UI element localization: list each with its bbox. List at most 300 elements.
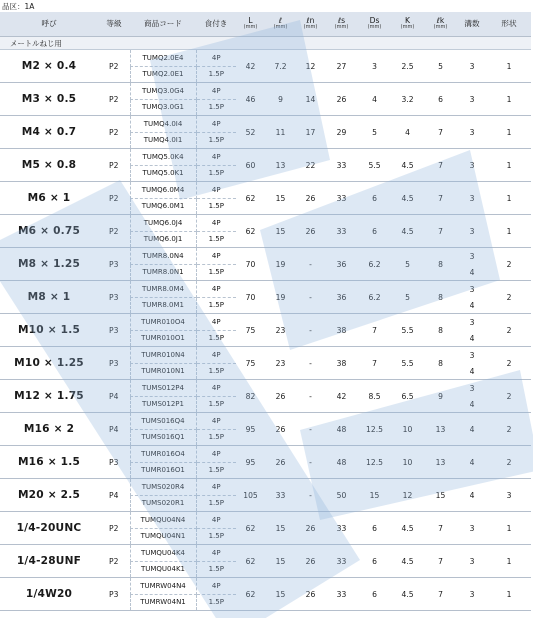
shape: 1: [487, 215, 531, 248]
product-code: TUMR016O1: [130, 462, 196, 479]
dim-ln: -: [296, 248, 325, 281]
dim-lk: 7: [424, 512, 457, 545]
product-code: TUMR8.0N4: [130, 248, 196, 265]
flute-count: 4: [457, 413, 487, 446]
dim-ls: 38: [325, 314, 358, 347]
product-code: TUMS016Q4: [130, 413, 196, 430]
dim-Ds: 5: [358, 116, 391, 149]
dim-K: 2.5: [391, 50, 424, 83]
product-code: TUMQU04K1: [130, 561, 196, 578]
grade: P3: [98, 248, 130, 281]
header-label: 等級: [106, 19, 122, 29]
chamfer: 4P: [196, 215, 236, 232]
dim-L: 62: [236, 512, 265, 545]
product-code: TUMR010O4: [130, 314, 196, 331]
dim-ln: 26: [296, 545, 325, 578]
dim-ln: -: [296, 347, 325, 380]
product-code: TUMR8.0M1: [130, 297, 196, 314]
chamfer: 4P: [196, 83, 236, 100]
dim-ln: 14: [296, 83, 325, 116]
dim-ls: 29: [325, 116, 358, 149]
dim-l: 15: [265, 512, 296, 545]
dim-Ds: 12.5: [358, 446, 391, 479]
grade: P4: [98, 380, 130, 413]
grade: P3: [98, 281, 130, 314]
header-label: 溝数: [464, 19, 480, 29]
chamfer: 1.5P: [196, 231, 236, 248]
shape: 1: [487, 149, 531, 182]
dim-K: 10: [391, 446, 424, 479]
shape: 2: [487, 446, 531, 479]
section-label: メートルねじ用: [0, 37, 531, 50]
shape: 2: [487, 413, 531, 446]
dim-l: 19: [265, 248, 296, 281]
dim-L: 70: [236, 281, 265, 314]
dim-L: 52: [236, 116, 265, 149]
dim-ls: 48: [325, 446, 358, 479]
dim-ln: -: [296, 314, 325, 347]
flute-count: 3: [469, 284, 475, 294]
dim-lk: 13: [424, 446, 457, 479]
dim-l: 26: [265, 413, 296, 446]
header-unit: (mm): [400, 24, 415, 31]
flute-count: 4: [457, 363, 487, 380]
header-label: ℓs: [337, 16, 346, 26]
header-unit: (mm): [334, 24, 349, 31]
dim-ln: 17: [296, 116, 325, 149]
chamfer: 4P: [196, 380, 236, 397]
table-row: [0, 479, 531, 496]
product-code: TUMQ5.0K4: [130, 149, 196, 166]
dim-K: 4.5: [391, 512, 424, 545]
header-label: K: [405, 16, 410, 26]
dim-K: 5: [391, 281, 424, 314]
thread-size: M6 × 1: [0, 182, 98, 215]
header-label: 商品コード: [144, 19, 182, 29]
dim-K: 5.5: [391, 347, 424, 380]
product-code: TUMQ6.0M4: [130, 182, 196, 199]
product-code: TUMQ2.0E1: [130, 66, 196, 83]
flute-count: 4: [457, 446, 487, 479]
dim-ln: 26: [296, 182, 325, 215]
shape: 2: [487, 314, 531, 347]
header-cell: [296, 12, 325, 37]
shape: 1: [487, 578, 531, 611]
dim-lk: 7: [424, 578, 457, 611]
dim-K: 6.5: [391, 380, 424, 413]
header-cell: [358, 12, 391, 37]
flute-count: 3: [457, 83, 487, 116]
dim-ln: -: [296, 479, 325, 512]
thread-size: M10 × 1.5: [0, 314, 98, 347]
dim-ls: 33: [325, 182, 358, 215]
product-code: TUMS012P4: [130, 380, 196, 397]
product-code: TUMS012P1: [130, 396, 196, 413]
table-row: [0, 314, 531, 331]
dim-Ds: 6.2: [358, 281, 391, 314]
header-cell: [236, 12, 265, 37]
dim-L: 82: [236, 380, 265, 413]
dim-L: 70: [236, 248, 265, 281]
dim-lk: 8: [424, 281, 457, 314]
dim-ln: 12: [296, 50, 325, 83]
header-cell: [130, 12, 196, 37]
dim-K: 12: [391, 479, 424, 512]
shape: 1: [487, 50, 531, 83]
dim-lk: 8: [424, 347, 457, 380]
grade: P3: [98, 314, 130, 347]
dim-L: 60: [236, 149, 265, 182]
dim-lk: 9: [424, 380, 457, 413]
thread-size: M3 × 0.5: [0, 83, 98, 116]
product-code: TUMR010O1: [130, 330, 196, 347]
dim-ln: -: [296, 281, 325, 314]
product-code: TUMS020R1: [130, 495, 196, 512]
chamfer: 1.5P: [196, 330, 236, 347]
dim-ls: 42: [325, 380, 358, 413]
dim-L: 62: [236, 215, 265, 248]
header-unit: (mm): [303, 24, 318, 31]
dim-lk: 7: [424, 215, 457, 248]
dim-K: 4: [391, 116, 424, 149]
table-row: [0, 380, 531, 397]
flute-count: 3: [457, 182, 487, 215]
product-code: TUMR010N4: [130, 347, 196, 364]
chamfer: 1.5P: [196, 66, 236, 83]
chamfer: 1.5P: [196, 528, 236, 545]
dim-L: 105: [236, 479, 265, 512]
dim-ls: 38: [325, 347, 358, 380]
dim-l: 33: [265, 479, 296, 512]
dim-L: 46: [236, 83, 265, 116]
shape: 3: [487, 479, 531, 512]
grade: P2: [98, 545, 130, 578]
dim-ln: 26: [296, 578, 325, 611]
section-row: [0, 37, 531, 50]
thread-size: M6 × 0.75: [0, 215, 98, 248]
dim-K: 3.2: [391, 83, 424, 116]
table-row: [0, 248, 531, 265]
thread-size: M8 × 1: [0, 281, 98, 314]
product-code: TUMS016Q1: [130, 429, 196, 446]
dim-ls: 36: [325, 281, 358, 314]
product-code: TUMQ6.0J4: [130, 215, 196, 232]
thread-size: M10 × 1.25: [0, 347, 98, 380]
dim-K: 10: [391, 413, 424, 446]
dim-l: 9: [265, 83, 296, 116]
grade: P2: [98, 116, 130, 149]
dim-L: 62: [236, 182, 265, 215]
dim-l: 13: [265, 149, 296, 182]
flute-count: 3: [457, 545, 487, 578]
product-code: TUMQ5.0K1: [130, 165, 196, 182]
thread-size: M12 × 1.75: [0, 380, 98, 413]
chamfer: 1.5P: [196, 363, 236, 380]
thread-size: 1/4-20UNC: [0, 512, 98, 545]
grade: P2: [98, 149, 130, 182]
thread-size: M4 × 0.7: [0, 116, 98, 149]
grade: P2: [98, 182, 130, 215]
dim-Ds: 5.5: [358, 149, 391, 182]
chamfer: 1.5P: [196, 198, 236, 215]
product-code: TUMR010N1: [130, 363, 196, 380]
header-unit: (mm): [367, 24, 382, 31]
dim-lk: 7: [424, 182, 457, 215]
flute-count: 3: [469, 317, 475, 327]
shape: 1: [487, 116, 531, 149]
table-row: [0, 281, 531, 298]
dim-K: 5: [391, 248, 424, 281]
thread-size: M20 × 2.5: [0, 479, 98, 512]
dim-Ds: 6.2: [358, 248, 391, 281]
dim-Ds: 8.5: [358, 380, 391, 413]
flute-count: 4: [457, 330, 487, 347]
shape: 1: [487, 545, 531, 578]
dim-K: 4.5: [391, 578, 424, 611]
header-unit: (mm): [273, 24, 288, 31]
dim-l: 23: [265, 314, 296, 347]
product-category-label: 品区：1A: [2, 2, 35, 11]
dim-L: 62: [236, 578, 265, 611]
table-row: [0, 512, 531, 529]
dim-Ds: 6: [358, 578, 391, 611]
flute-count: 3: [469, 251, 475, 261]
dim-ls: 27: [325, 50, 358, 83]
chamfer: 1.5P: [196, 396, 236, 413]
dim-l: 11: [265, 116, 296, 149]
dim-L: 95: [236, 446, 265, 479]
table-row: [0, 446, 531, 463]
table-row: [0, 182, 531, 199]
grade: P2: [98, 215, 130, 248]
flute-count: 4: [457, 297, 487, 314]
header-cell: [325, 12, 358, 37]
shape: 2: [487, 347, 531, 380]
grade: P4: [98, 413, 130, 446]
dim-K: 4.5: [391, 215, 424, 248]
chamfer: 4P: [196, 545, 236, 562]
flute-count: 3: [457, 578, 487, 611]
thread-size: 1/4W20: [0, 578, 98, 611]
product-code: TUMQ4.0I4: [130, 116, 196, 133]
flute-count: 4: [457, 479, 487, 512]
header-label: ℓ: [278, 16, 283, 26]
product-code: TUMQ6.0M1: [130, 198, 196, 215]
table-row: [0, 347, 531, 364]
grade: P3: [98, 578, 130, 611]
header-label: Ds: [369, 16, 380, 26]
header-label: 形状: [501, 19, 517, 29]
table-row: [0, 116, 531, 133]
dim-Ds: 6: [358, 512, 391, 545]
dim-ln: 26: [296, 215, 325, 248]
grade: P4: [98, 479, 130, 512]
shape: 1: [487, 182, 531, 215]
dim-L: 62: [236, 545, 265, 578]
table-header-row: [0, 12, 531, 37]
chamfer: 4P: [196, 149, 236, 166]
shape: 1: [487, 512, 531, 545]
dim-lk: 6: [424, 83, 457, 116]
product-code: TUMR8.0N1: [130, 264, 196, 281]
product-code: TUMR016O4: [130, 446, 196, 463]
dim-Ds: 4: [358, 83, 391, 116]
table-row: [0, 83, 531, 100]
table-row: [0, 215, 531, 232]
dim-L: 75: [236, 314, 265, 347]
dim-l: 23: [265, 347, 296, 380]
flute-count: 3: [457, 149, 487, 182]
product-code: TUMQU04N1: [130, 528, 196, 545]
chamfer: 1.5P: [196, 99, 236, 116]
grade: P2: [98, 512, 130, 545]
dim-ls: 33: [325, 149, 358, 182]
thread-size: M5 × 0.8: [0, 149, 98, 182]
dim-Ds: 7: [358, 314, 391, 347]
dim-l: 15: [265, 182, 296, 215]
chamfer: 4P: [196, 50, 236, 67]
dim-ls: 33: [325, 215, 358, 248]
table-row: [0, 545, 531, 562]
chamfer: 1.5P: [196, 561, 236, 578]
dim-ln: 22: [296, 149, 325, 182]
header-cell: [196, 12, 236, 37]
flute-count: 3: [457, 116, 487, 149]
dim-lk: 7: [424, 116, 457, 149]
chamfer: 4P: [196, 512, 236, 529]
dim-Ds: 15: [358, 479, 391, 512]
chamfer: 4P: [196, 314, 236, 331]
dim-ls: 36: [325, 248, 358, 281]
dim-K: 4.5: [391, 182, 424, 215]
dim-Ds: 7: [358, 347, 391, 380]
dim-lk: 8: [424, 248, 457, 281]
flute-count: 3: [457, 50, 487, 83]
chamfer: 1.5P: [196, 495, 236, 512]
dim-ls: 48: [325, 413, 358, 446]
grade: P2: [98, 83, 130, 116]
flute-count: 3: [469, 383, 475, 393]
dim-Ds: 3: [358, 50, 391, 83]
header-label: ℓk: [436, 16, 445, 26]
dim-Ds: 12.5: [358, 413, 391, 446]
dim-lk: 7: [424, 545, 457, 578]
product-code: TUMQU04N4: [130, 512, 196, 529]
header-unit: (mm): [433, 24, 448, 31]
dim-lk: 13: [424, 413, 457, 446]
dim-Ds: 6: [358, 182, 391, 215]
header-cell: [98, 12, 130, 37]
dim-lk: 15: [424, 479, 457, 512]
shape: 2: [487, 380, 531, 413]
tap-spec-table: [0, 12, 531, 611]
dim-ls: 33: [325, 545, 358, 578]
product-code: TUMRW04N4: [130, 578, 196, 595]
dim-lk: 5: [424, 50, 457, 83]
dim-ls: 33: [325, 512, 358, 545]
dim-Ds: 6: [358, 215, 391, 248]
thread-size: M16 × 1.5: [0, 446, 98, 479]
product-code: TUMRW04N1: [130, 594, 196, 611]
header-cell: [457, 12, 487, 37]
thread-size: 1/4-28UNF: [0, 545, 98, 578]
shape: 2: [487, 281, 531, 314]
header-label: 食付き: [204, 19, 228, 29]
dim-ln: -: [296, 413, 325, 446]
dim-ls: 33: [325, 578, 358, 611]
dim-K: 5.5: [391, 314, 424, 347]
chamfer: 4P: [196, 347, 236, 364]
shape: 2: [487, 248, 531, 281]
flute-count: 4: [457, 264, 487, 281]
chamfer: 1.5P: [196, 594, 236, 611]
header-cell: [265, 12, 296, 37]
thread-size: M16 × 2: [0, 413, 98, 446]
chamfer: 1.5P: [196, 132, 236, 149]
header-cell: [424, 12, 457, 37]
dim-L: 75: [236, 347, 265, 380]
thread-size: M2 × 0.4: [0, 50, 98, 83]
chamfer: 4P: [196, 248, 236, 265]
chamfer: 4P: [196, 413, 236, 430]
flute-count: 4: [457, 396, 487, 413]
header-label: ℓn: [306, 16, 315, 26]
chamfer: 4P: [196, 182, 236, 199]
table-row: [0, 578, 531, 595]
product-code: TUMQ3.0G4: [130, 83, 196, 100]
flute-count: 3: [457, 512, 487, 545]
header-label: L: [248, 16, 253, 26]
dim-l: 7.2: [265, 50, 296, 83]
dim-l: 15: [265, 578, 296, 611]
chamfer: 1.5P: [196, 264, 236, 281]
chamfer: 1.5P: [196, 429, 236, 446]
table-row: [0, 50, 531, 67]
header-cell: [487, 12, 531, 37]
dim-l: 15: [265, 545, 296, 578]
dim-l: 15: [265, 215, 296, 248]
dim-lk: 7: [424, 149, 457, 182]
product-code: TUMQ2.0E4: [130, 50, 196, 67]
flute-count: 3: [457, 215, 487, 248]
table-row: [0, 149, 531, 166]
shape: 1: [487, 83, 531, 116]
chamfer: 4P: [196, 281, 236, 298]
header-label: 呼び: [41, 19, 57, 29]
dim-K: 4.5: [391, 149, 424, 182]
product-code: TUMQ4.0I1: [130, 132, 196, 149]
dim-l: 19: [265, 281, 296, 314]
dim-Ds: 6: [358, 545, 391, 578]
dim-K: 4.5: [391, 545, 424, 578]
dim-l: 26: [265, 380, 296, 413]
header-unit: (mm): [243, 24, 258, 31]
chamfer: 4P: [196, 446, 236, 463]
thread-size: M8 × 1.25: [0, 248, 98, 281]
grade: P2: [98, 50, 130, 83]
product-code: TUMQU04K4: [130, 545, 196, 562]
product-code: TUMQ3.0G1: [130, 99, 196, 116]
grade: P3: [98, 446, 130, 479]
header-cell: [0, 12, 98, 37]
grade: P3: [98, 347, 130, 380]
dim-L: 42: [236, 50, 265, 83]
product-code: TUMR8.0M4: [130, 281, 196, 298]
dim-ln: -: [296, 380, 325, 413]
chamfer: 4P: [196, 578, 236, 595]
dim-ln: -: [296, 446, 325, 479]
dim-ln: 26: [296, 512, 325, 545]
